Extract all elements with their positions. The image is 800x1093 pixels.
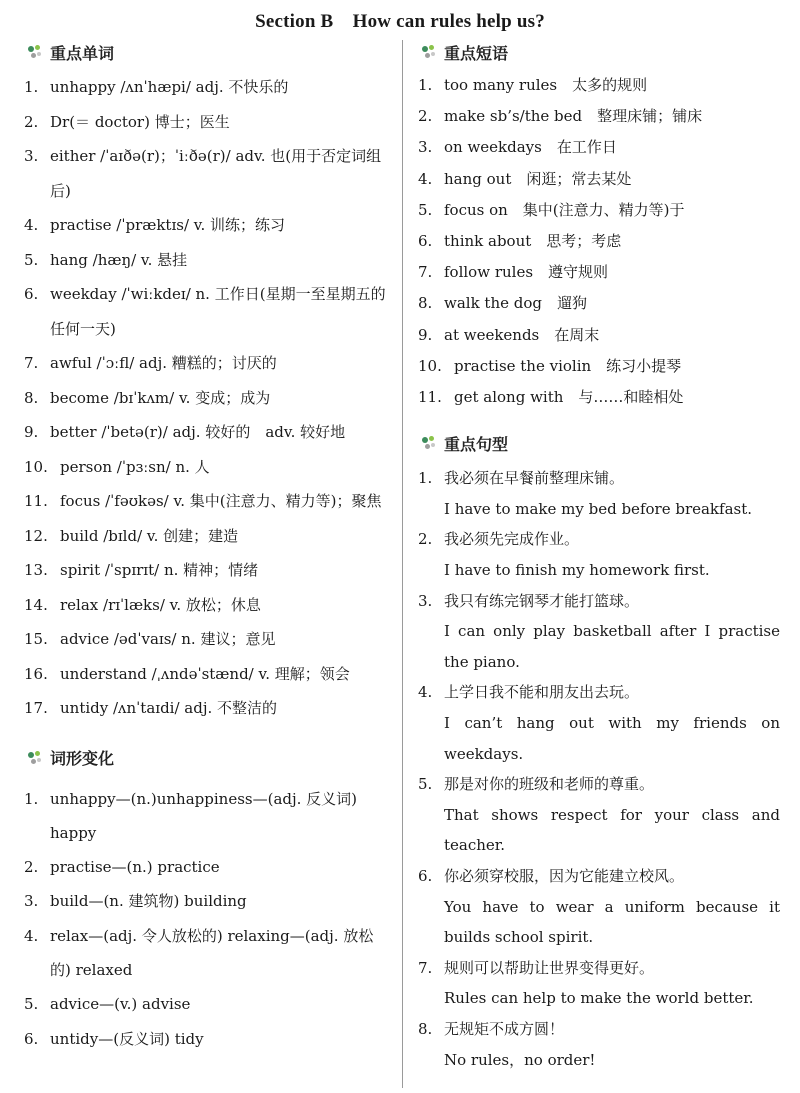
forms-list: [24, 782, 390, 1056]
dots-icon: [28, 45, 42, 59]
sentence-item: 7. 规则可以帮助让世界变得更好。 Rules can help to make the world better.: [418, 953, 780, 1014]
phrase-item: 1. too many rules 太多的规则: [418, 76, 648, 94]
phrase-item: 9. at weekends 在周末: [418, 325, 600, 344]
sentence-item: 4. 上学日我不能和朋友出去玩。 I can’t hang out with my friends on weekdays.: [418, 677, 780, 769]
phrase-item: 3. on weekdays 在工作日: [418, 138, 617, 157]
forms-item: 4. relax—(adj. 令人放松的) relaxing—(adj. 放松的) relaxed: [24, 926, 374, 979]
phrase-item: 8. walk the dog 遛狗: [418, 294, 588, 313]
sentence-item: 2. 我必须先完成作业。 I have to finish my homework first.: [418, 524, 780, 585]
sentence-en: I have to finish my homework first.: [444, 561, 710, 580]
vocab-item: 13. spirit /ˈspɪrɪt/ n. 精神；情绪: [24, 561, 259, 579]
forms-section-header: [24, 744, 390, 772]
forms-item: 5. advice—(v.) advise: [24, 995, 191, 1014]
sentence-item: 8. 无规矩不成方圆！ No rules，no order!: [418, 1014, 780, 1075]
forms-item: 2. practise—(n.) practice: [24, 858, 220, 877]
dots-icon: [422, 436, 436, 450]
vocab-item: 14. relax /rɪˈlæks/ v. 放松；休息: [24, 595, 261, 614]
sentence-zh: 上学日我不能和朋友出去玩。: [444, 683, 640, 702]
sentence-item: 1. 我必须在早餐前整理床铺。 I have to make my bed before breakfast.: [418, 463, 780, 524]
sentence-en: That shows respect for your class and teacher.: [444, 805, 780, 855]
sentence-zh: 无规矩不成方圆！: [444, 1019, 565, 1038]
sentence-item: 6. 你必须穿校服，因为它能建立校风。 You have to wear a uniform because it builds school spirit.: [418, 861, 780, 953]
sentence-zh: 你必须穿校服，因为它能建立校风。: [444, 866, 685, 885]
vocab-item: 2. Dr(＝ doctor) 博士；医生: [24, 112, 230, 131]
phrase-item: 10. practise the violin 练习小提琴: [418, 356, 682, 375]
right-column: [418, 38, 780, 1075]
vocab-heading: 重点单词: [50, 43, 115, 63]
vocab-item: 5. hang /hæŋ/ v. 悬挂: [24, 250, 188, 269]
phrase-item: 5. focus on 集中(注意力、精力等)于: [418, 200, 685, 219]
sentence-en: Rules can help to make the world better.: [444, 989, 754, 1008]
phrase-item: 4. hang out 闲逛；常去某处: [418, 169, 632, 188]
vocab-item: 9. better /ˈbetə(r)/ adj. 较好的 adv. 较好地: [24, 423, 346, 441]
phrase-item: 2. make sb’s/the bed 整理床铺；铺床: [418, 107, 703, 126]
phrase-item: 11. get along with 与……和睦相处: [418, 388, 684, 407]
forms-item: 6. untidy—(反义词) tidy: [24, 1029, 204, 1048]
vocab-item: 4. practise /ˈpræktɪs/ v. 训练；练习: [24, 216, 285, 234]
sentence-zh: 我必须先完成作业。: [444, 530, 580, 549]
vocab-item: 8. become /bɪˈkʌm/ v. 变成；成为: [24, 388, 271, 407]
sentence-zh: 规则可以帮助让世界变得更好。: [444, 958, 655, 977]
sentences-section-header: [418, 429, 780, 457]
sentences-heading: 重点句型: [444, 434, 509, 454]
sentence-en: I can’t hang out with my friends on weekdays.: [444, 713, 780, 763]
phrases-list: [418, 70, 780, 413]
vocab-item: 1. unhappy /ʌnˈhæpi/ adj. 不快乐的: [24, 78, 289, 96]
vocab-item: 16. understand /ˌʌndəˈstænd/ v. 理解；领会: [24, 664, 350, 683]
vocab-item: 7. awful /ˈɔːfl/ adj. 糟糕的；讨厌的: [24, 354, 277, 372]
phrase-item: 7. follow rules 遵守规则: [418, 263, 609, 282]
sentence-en: You have to wear a uniform because it builds school spirit.: [444, 897, 780, 947]
forms-heading: 词形变化: [50, 749, 115, 768]
dots-icon: [422, 45, 436, 59]
sentences-list: [418, 463, 780, 1075]
vocab-item: 10. person /ˈpɜːsn/ n. 人: [24, 457, 210, 476]
column-divider: [402, 40, 403, 1088]
sentence-zh: 我必须在早餐前整理床铺。: [444, 469, 625, 488]
vocab-item: 15. advice /ədˈvaɪs/ n. 建议；意见: [24, 630, 276, 648]
vocab-list: [24, 70, 390, 726]
sentence-zh: 我只有练完钢琴才能打篮球。: [444, 591, 640, 610]
vocab-section-header: [24, 38, 390, 66]
left-column: [24, 38, 390, 1056]
vocab-item: 17. untidy /ʌnˈtaɪdi/ adj. 不整洁的: [24, 699, 278, 717]
sentence-zh: 那是对你的班级和老师的尊重。: [444, 775, 655, 794]
phrase-item: 6. think about 思考；考虑: [418, 232, 622, 251]
phrases-heading: 重点短语: [444, 43, 509, 63]
vocab-item: 6. weekday /ˈwiːkdeɪ/ n. 工作日(星期一至星期五的任何一天): [24, 285, 386, 338]
phrases-section-header: [418, 38, 780, 66]
sentence-en: No rules，no order!: [444, 1050, 596, 1069]
forms-item: 1. unhappy—(n.)unhappiness—(adj. 反义词) happy: [24, 789, 358, 842]
sentence-en: I have to make my bed before breakfast.: [444, 499, 753, 518]
sentence-item: 5. 那是对你的班级和老师的尊重。 That shows respect for your class and teacher.: [418, 769, 780, 861]
vocab-item: 3. either /ˈaɪðə(r)；ˈiːðə(r)/ adv. 也(用于否定词组后): [24, 147, 382, 200]
sentence-en: I can only play basketball after I practise the piano.: [444, 622, 780, 671]
vocab-item: 11. focus /ˈfəʊkəs/ v. 集中(注意力、精力等)；聚焦: [24, 492, 382, 510]
vocab-item: 12. build /bɪld/ v. 创建；建造: [24, 526, 239, 545]
dots-icon: [28, 751, 42, 765]
sentence-item: 3. 我只有练完钢琴才能打篮球。 I can only play basketball after I practise the piano.: [418, 586, 780, 678]
page-title: Section B How can rules help us?: [255, 11, 545, 32]
forms-item: 3. build—(n. 建筑物) building: [24, 892, 247, 911]
